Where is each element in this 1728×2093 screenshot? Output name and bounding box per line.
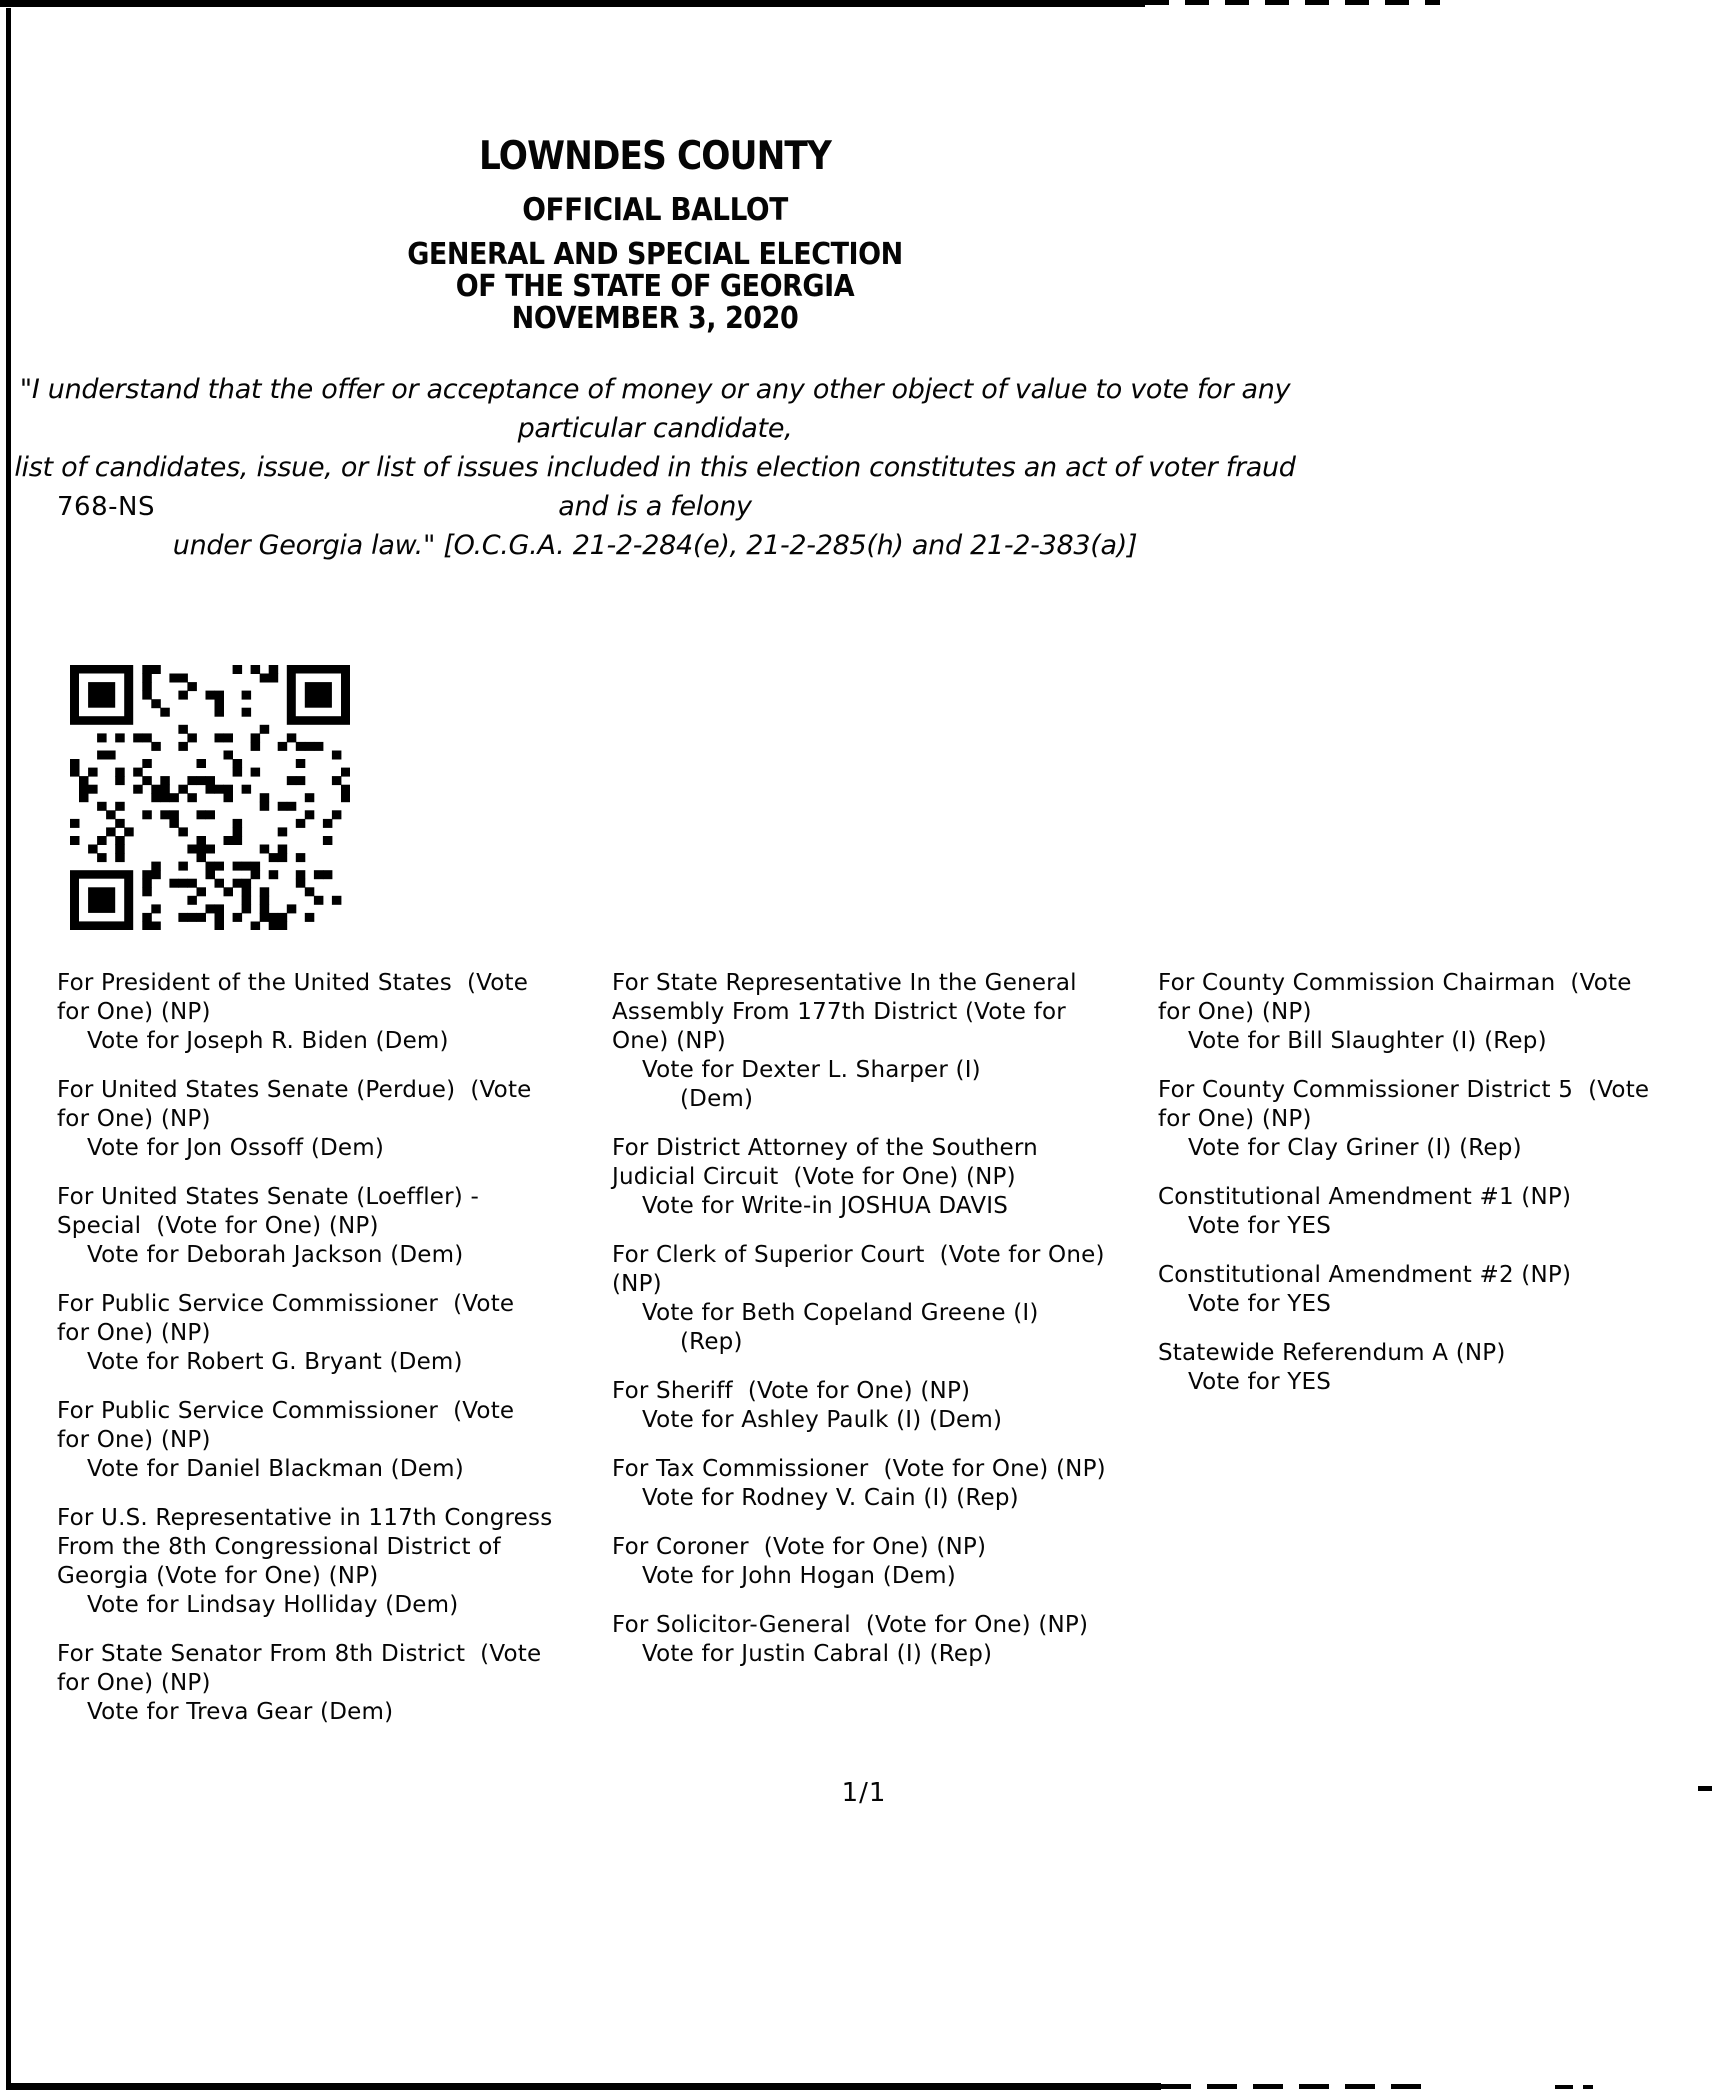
contest [612,1611,1167,1669]
vote-selection-line: Vote for YES [1188,1213,1332,1239]
office-title-line: For Tax Commissioner (Vote for One) (NP) [612,1456,1106,1482]
ballot-column [1158,969,1728,1417]
vote-selection-line: Vote for Robert G. Bryant (Dem) [87,1349,463,1375]
contest [57,1290,612,1377]
office-title-line: For County Commissioner District 5 (Vote [1158,1077,1650,1103]
office-title-line: For United States Senate (Perdue) (Vote [57,1077,532,1103]
office-title-line: for One) (NP) [57,999,211,1025]
office-title-line: Statewide Referendum A (NP) [1158,1340,1506,1366]
vote-selection-line: Vote for John Hogan (Dem) [642,1563,956,1589]
vote-selection-line: Vote for Beth Copeland Greene (I) [642,1300,1039,1326]
contest [612,1377,1167,1435]
vote-selection-line: Vote for Clay Griner (I) (Rep) [1188,1135,1522,1161]
contest [612,969,1167,1114]
contest [57,1183,612,1270]
contest [1158,1076,1728,1163]
office-title-line: Special (Vote for One) (NP) [57,1213,379,1239]
contest [1158,1339,1728,1397]
office-title-line: Assembly From 177th District (Vote for [612,999,1066,1025]
office-title-line: Georgia (Vote for One) (NP) [57,1563,379,1589]
vote-selection-line: Vote for Dexter L. Sharper (I) [642,1057,981,1083]
vote-selection-line: Vote for Daniel Blackman (Dem) [87,1456,464,1482]
vote-selection-line: (Dem) [680,1086,754,1112]
page-title: LOWNDES COUNTY [479,134,831,179]
office-title-line: For Coroner (Vote for One) (NP) [612,1534,987,1560]
vote-selection-line: Vote for Joseph R. Biden (Dem) [87,1028,449,1054]
office-title-line: For District Attorney of the Southern [612,1135,1038,1161]
office-title-line: for One) (NP) [1158,1106,1312,1132]
office-title-line: For United States Senate (Loeffler) - [57,1184,479,1210]
scan-border-top-dashes [1145,0,1440,5]
office-title-line: Judicial Circuit (Vote for One) (NP) [612,1164,1016,1190]
contest [57,1504,612,1620]
contest [612,1241,1167,1357]
ballot-style-code: 768-NS [57,492,155,522]
election-date: NOVEMBER 3, 2020 [511,301,799,336]
fraud-warning-line2: list of candidates, issue, or list of issues included in this election constitutes an act of voter fraud and is a felony [14,452,1296,522]
contest [57,969,612,1056]
office-title-line: For Public Service Commissioner (Vote [57,1291,515,1317]
office-title-line: For Solicitor-General (Vote for One) (NP) [612,1612,1089,1638]
contest [612,1134,1167,1221]
qr-code [70,665,350,930]
office-title-line: For President of the United States (Vote [57,970,529,996]
office-title-line: for One) (NP) [57,1427,211,1453]
ballot-type-title: OFFICIAL BALLOT [522,192,788,228]
office-title-line: For Clerk of Superior Court (Vote for One) [612,1242,1105,1268]
ballot-column [57,969,612,1747]
page-indicator: 1/1 [841,1778,887,1808]
vote-selection-line: Vote for YES [1188,1369,1332,1395]
contest [612,1533,1167,1591]
office-title-line: for One) (NP) [57,1106,211,1132]
vote-selection-line: Vote for Deborah Jackson (Dem) [87,1242,464,1268]
election-title-line2: OF THE STATE OF GEORGIA [455,269,855,304]
scan-mark [1583,2085,1593,2089]
office-title-line: for One) (NP) [1158,999,1312,1025]
office-title-line: For State Representative In the General [612,970,1077,996]
office-title-line: Constitutional Amendment #1 (NP) [1158,1184,1572,1210]
contest [57,1397,612,1484]
vote-selection-line: Vote for Lindsay Holliday (Dem) [87,1592,459,1618]
contest [612,1455,1167,1513]
vote-selection-line: Vote for Bill Slaughter (I) (Rep) [1188,1028,1547,1054]
election-title [66,239,1245,335]
vote-selection-line: Vote for Ashley Paulk (I) (Dem) [642,1407,1003,1433]
fraud-warning [0,370,1310,565]
scan-mark [1555,2085,1573,2089]
scan-border-bottom [6,2083,1161,2090]
vote-selection-line: Vote for Jon Ossoff (Dem) [87,1135,385,1161]
vote-selection-line: Vote for Rodney V. Cain (I) (Rep) [642,1485,1019,1511]
scan-border-top [0,0,1145,7]
office-title-line: For Public Service Commissioner (Vote [57,1398,515,1424]
vote-selection-line: (Rep) [680,1329,743,1355]
vote-selection-line: Vote for Justin Cabral (I) (Rep) [642,1641,993,1667]
contest [1158,1183,1728,1241]
office-title-line: for One) (NP) [57,1320,211,1346]
vote-selection-line: Vote for Treva Gear (Dem) [87,1699,394,1725]
contest [57,1640,612,1727]
fraud-warning-line3: under Georgia law." [O.C.G.A. 21-2-284(e), 21-2-285(h) and 21-2-383(a)] [172,530,1138,561]
ballot-column [612,969,1167,1689]
fraud-warning-line1: "I understand that the offer or acceptance of money or any other object of value to vote for any particular candidate, [19,374,1291,444]
office-title-line: For County Commission Chairman (Vote [1158,970,1632,996]
contest [1158,969,1728,1056]
contest [1158,1261,1728,1319]
office-title-line: One) (NP) [612,1028,726,1054]
office-title-line: (NP) [612,1271,662,1297]
election-title-line1: GENERAL AND SPECIAL ELECTION [407,237,903,272]
vote-selection-line: Vote for Write-in JOSHUA DAVIS [642,1193,1009,1219]
office-title-line: for One) (NP) [57,1670,211,1696]
scan-border-left [6,8,11,2085]
office-title-line: For U.S. Representative in 117th Congress [57,1505,553,1531]
office-title-line: From the 8th Congressional District of [57,1534,501,1560]
office-title-line: For Sheriff (Vote for One) (NP) [612,1378,971,1404]
office-title-line: For State Senator From 8th District (Vote [57,1641,542,1667]
office-title-line: Constitutional Amendment #2 (NP) [1158,1262,1572,1288]
vote-selection-line: Vote for YES [1188,1291,1332,1317]
contest [57,1076,612,1163]
scan-border-bottom-dashes [1161,2084,1425,2089]
